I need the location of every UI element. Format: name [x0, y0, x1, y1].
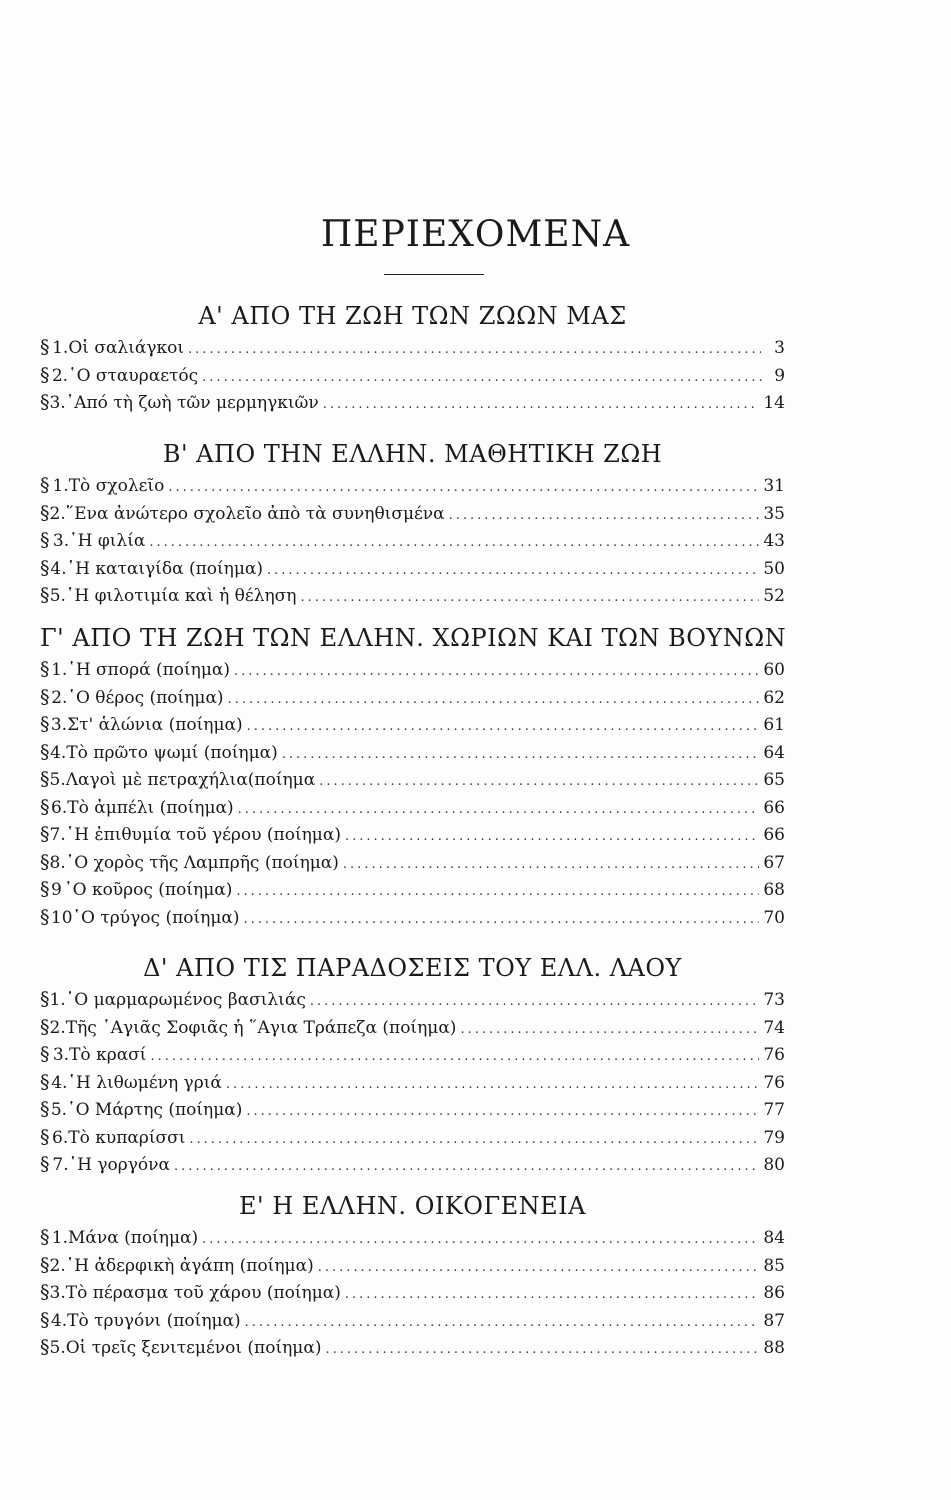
section-symbol: § [40, 474, 50, 496]
toc-entry [40, 1307, 785, 1335]
entry-number: 1. [51, 660, 68, 680]
section-symbol: § [40, 658, 50, 680]
section-symbol: § [40, 1308, 50, 1331]
entry-title: ῾Η γοργόνα [68, 1155, 170, 1175]
entry-title: ῾Ο τρύγος (ποίημα) [72, 907, 240, 928]
toc-entry [40, 1014, 785, 1042]
entry-title: ῾Η ἀδερφικὴ ἀγάπη (ποίημα) [65, 1255, 314, 1276]
section-symbol: § [40, 1070, 50, 1093]
section-symbol: § [40, 1043, 50, 1065]
page-number: 52 [763, 586, 785, 606]
entry-number: 2. [51, 365, 69, 386]
toc-entry [40, 527, 785, 555]
dot-leader [150, 1043, 759, 1071]
section-symbol: § [40, 1015, 50, 1038]
toc-entry [40, 1252, 785, 1280]
page-number: 61 [763, 715, 785, 735]
page-number: 50 [763, 558, 785, 579]
page-number: 9 [774, 365, 786, 386]
entry-number: 1. [51, 1228, 68, 1248]
entry-title: Τὸ κρασί [69, 1045, 147, 1065]
section-symbol: § [40, 1153, 50, 1175]
entry-number: 2. [49, 1017, 66, 1038]
toc-entry [40, 656, 785, 684]
toc-entry [40, 876, 785, 904]
entry-number: 5. [49, 1338, 66, 1358]
entry-number: 7. [52, 1155, 69, 1175]
entry-title: ᾿Από τὴ ζωὴ τῶν μερμηγκιῶν [65, 393, 319, 413]
dot-leader [343, 851, 759, 879]
dot-leader [234, 658, 759, 686]
page-number: 76 [763, 1045, 785, 1065]
dot-leader [247, 713, 760, 741]
entry-title: ῾Ο κοῦρος (ποίημα) [64, 880, 233, 900]
dot-leader [236, 878, 759, 906]
entry-number: 10 [50, 907, 73, 928]
entry-number: 4. [50, 1310, 68, 1331]
entry-number: 4. [50, 558, 67, 579]
entry-title: ῾Η φιλία [69, 531, 146, 551]
section-e [40, 1188, 785, 1362]
page-number: 65 [763, 770, 785, 790]
page-number: 3 [774, 338, 785, 358]
toc-entry [40, 739, 785, 767]
entry-title: Οἱ τρεῖς ξενιτεμένοι (ποίημα) [65, 1338, 322, 1358]
section-heading: Β' ΑΠΟ ΤΗΝ ΕΛΛΗΝ. ΜΑΘΗΤΙΚΗ ΖΩΗ [162, 440, 663, 468]
dot-leader [246, 1098, 759, 1126]
page-number: 87 [763, 1310, 785, 1331]
section-b [40, 436, 785, 610]
entry-number: 5. [49, 770, 66, 790]
page-number: 86 [763, 1283, 785, 1303]
page-number: 68 [763, 880, 785, 900]
dot-leader [228, 686, 760, 714]
toc-entry [40, 849, 785, 877]
entry-number: 3. [49, 393, 66, 413]
entry-title: Μάνα (ποίημα) [68, 1228, 199, 1248]
section-d [40, 950, 785, 1179]
entry-number: 5. [50, 1100, 68, 1120]
dot-leader [300, 584, 759, 612]
entry-title: Τὸ τρυγόνι (ποίημα) [67, 1310, 241, 1331]
page-number: 80 [763, 1155, 785, 1175]
dot-leader [345, 823, 759, 851]
entry-number: 3. [52, 531, 70, 551]
page-number: 35 [763, 503, 785, 524]
entry-title: Λαγοὶ μὲ πετραχήλια(ποίημα [65, 770, 316, 790]
entry-number: 3. [52, 1045, 70, 1065]
toc-entry [40, 582, 785, 610]
toc-entry [40, 1334, 785, 1362]
entry-title: Τῆς ῾Αγιᾶς Σοφιᾶς ἡ ῞Αγια Τράπεζα (ποίημα) [65, 1017, 457, 1038]
entry-title: Τὸ σχολεῖο [68, 476, 165, 496]
toc-entry [40, 1041, 785, 1069]
section-symbol: § [40, 740, 50, 763]
entry-number: 6. [51, 797, 68, 818]
entry-title: ῾Ο σταυραετός [68, 365, 199, 386]
toc-entry [40, 1124, 785, 1152]
entry-number: 1. [52, 338, 69, 358]
entry-title: ῾Η φιλοτιμία καὶ ἡ θέληση [65, 586, 297, 606]
toc-entry [40, 684, 785, 712]
toc-entry [40, 794, 785, 822]
toc-entry [40, 1279, 785, 1307]
entry-title: Οἱ σαλιάγκοι [68, 338, 185, 358]
entry-number: 3. [49, 1283, 66, 1303]
page-number: 77 [763, 1100, 785, 1120]
page-number: 84 [763, 1228, 785, 1248]
section-symbol: § [40, 713, 50, 735]
section-symbol: § [40, 905, 50, 928]
entry-number: 1. [49, 990, 66, 1010]
section-heading: Α' ΑΠΟ ΤΗ ΖΩΗ ΤΩΝ ΖΩΩΝ ΜΑΣ [198, 302, 627, 330]
entry-number: 2. [49, 1255, 66, 1276]
dot-leader [318, 1254, 760, 1282]
dot-leader [267, 557, 759, 585]
dot-leader [460, 1016, 759, 1044]
section-c [40, 620, 785, 931]
dot-leader [323, 391, 760, 419]
toc-entry [40, 986, 785, 1014]
dot-leader [226, 1071, 760, 1099]
entry-number: 5. [49, 586, 66, 606]
dot-leader [245, 1309, 760, 1337]
toc-entry [40, 1151, 785, 1179]
section-symbol: § [40, 878, 50, 900]
page-number: 43 [763, 531, 785, 551]
dot-leader [244, 906, 760, 934]
section-heading: Ε' Η ΕΛΛΗΝ. ΟΙΚΟΓΕΝΕΙΑ [239, 1192, 586, 1220]
toc-entry [40, 362, 785, 390]
dot-leader [238, 796, 760, 824]
toc-entry [40, 821, 785, 849]
page-number: 76 [763, 1072, 785, 1093]
page-number: 31 [763, 476, 785, 496]
dot-leader [188, 336, 761, 364]
section-symbol: § [40, 685, 50, 708]
entry-number: 9 [51, 880, 62, 900]
entry-title: Τὸ ἀμπέλι (ποίημα) [67, 797, 234, 818]
dot-leader [325, 1336, 759, 1364]
dot-leader [202, 364, 762, 392]
dot-leader [282, 741, 760, 769]
title-rule [384, 274, 484, 275]
page-number: 66 [763, 797, 785, 818]
section-symbol: § [40, 1098, 50, 1120]
section-symbol: § [40, 988, 50, 1010]
entry-title: ῾Ο μαρμαρωμένος βασιλιάς [65, 990, 306, 1010]
page-number: 85 [763, 1255, 785, 1276]
page-number: 73 [763, 990, 785, 1010]
dot-leader [149, 529, 759, 557]
entry-title: Στ' ἁλώνια (ποίημα) [67, 715, 243, 735]
section-symbol: § [40, 584, 50, 606]
entry-number: 1. [52, 476, 69, 496]
section-symbol: § [40, 391, 50, 413]
toc-entry [40, 1096, 785, 1124]
dot-leader [449, 502, 760, 530]
page-number: 60 [763, 660, 785, 680]
page-number: 66 [763, 825, 785, 845]
dot-leader [345, 1281, 759, 1309]
page-number: 74 [763, 1017, 785, 1038]
section-heading: Δ' ΑΠΟ ΤΙΣ ΠΑΡΑΔΟΣΕΙΣ ΤΟΥ ΕΛΛ. ΛΑΟΥ [143, 954, 682, 982]
toc-entry [40, 904, 785, 932]
section-symbol: § [40, 336, 50, 358]
dot-leader [174, 1153, 759, 1181]
entry-title: ῾Η σπορά (ποίημα) [67, 660, 230, 680]
toc-entry [40, 555, 785, 583]
section-symbol: § [40, 529, 50, 551]
dot-leader [168, 474, 759, 502]
toc-entry [40, 500, 785, 528]
page-number: 88 [763, 1338, 785, 1358]
entry-title: ῞Ενα ἀνώτερο σχολεῖο ἀπὸ τὰ συνηθισμένα [65, 503, 445, 524]
entry-title: ῾Η καταιγίδα (ποίημα) [66, 558, 264, 579]
entry-title: Τὸ πέρασμα τοῦ χάρου (ποίημα) [65, 1283, 341, 1303]
entry-number: 8. [49, 852, 66, 873]
toc-entry [40, 389, 785, 417]
toc-entry [40, 334, 785, 362]
dot-leader [319, 768, 759, 796]
page-title: ΠΕΡΙΕΧΟΜΕΝΑ [320, 214, 631, 255]
section-symbol: § [40, 501, 50, 524]
entry-title: ῾Ο θέρος (ποίημα) [67, 687, 224, 708]
dot-leader [310, 988, 760, 1016]
toc-entry [40, 711, 785, 739]
entry-title: Τὸ πρῶτο ψωμί (ποίημα) [66, 742, 278, 763]
section-symbol: § [40, 363, 50, 386]
entry-number: 3. [50, 715, 68, 735]
toc-entry [40, 472, 785, 500]
section-heading: Γ' ΑΠΟ ΤΗ ΖΩΗ ΤΩΝ ΕΛΛΗΝ. ΧΩΡΙΩΝ ΚΑΙ ΤΩΝ ΒΟΥΝΩΝ [40, 624, 787, 652]
section-symbol: § [40, 556, 50, 579]
entry-title: ῾Η ἐπιθυμία τοῦ γέρου (ποίημα) [65, 825, 341, 845]
page-number: 79 [763, 1127, 785, 1148]
toc-entry [40, 766, 785, 794]
entry-number: 2. [51, 687, 68, 708]
section-symbol: § [40, 768, 50, 790]
dot-leader [202, 1226, 759, 1254]
toc-entry [40, 1069, 785, 1097]
entry-number: 4. [51, 1072, 68, 1093]
page-number: 64 [763, 742, 785, 763]
toc-entry [40, 1224, 785, 1252]
page-number: 70 [763, 907, 785, 928]
section-symbol: § [40, 850, 50, 873]
page-number: 67 [763, 852, 785, 873]
dot-leader [189, 1126, 759, 1154]
entry-number: 4. [50, 742, 67, 763]
section-symbol: § [40, 1253, 50, 1276]
section-symbol: § [40, 1226, 50, 1248]
entry-number: 6. [52, 1127, 69, 1148]
page-number: 14 [763, 393, 785, 413]
section-symbol: § [40, 795, 50, 818]
entry-title: ῾Ο χορὸς τῆς Λαμπρῆς (ποίημα) [65, 852, 339, 873]
section-a [40, 298, 785, 417]
section-symbol: § [40, 1336, 50, 1358]
entry-title: Τὸ κυπαρίσσι [68, 1127, 186, 1148]
section-symbol: § [40, 1281, 50, 1303]
section-symbol: § [40, 823, 50, 845]
entry-number: 2. [49, 503, 66, 524]
entry-title: ῾Η λιθωμένη γριά [67, 1072, 222, 1093]
page-number: 62 [763, 687, 785, 708]
entry-number: 7. [49, 825, 66, 845]
entry-title: ῾Ο Μάρτης (ποίημα) [67, 1100, 243, 1120]
section-symbol: § [40, 1125, 50, 1148]
